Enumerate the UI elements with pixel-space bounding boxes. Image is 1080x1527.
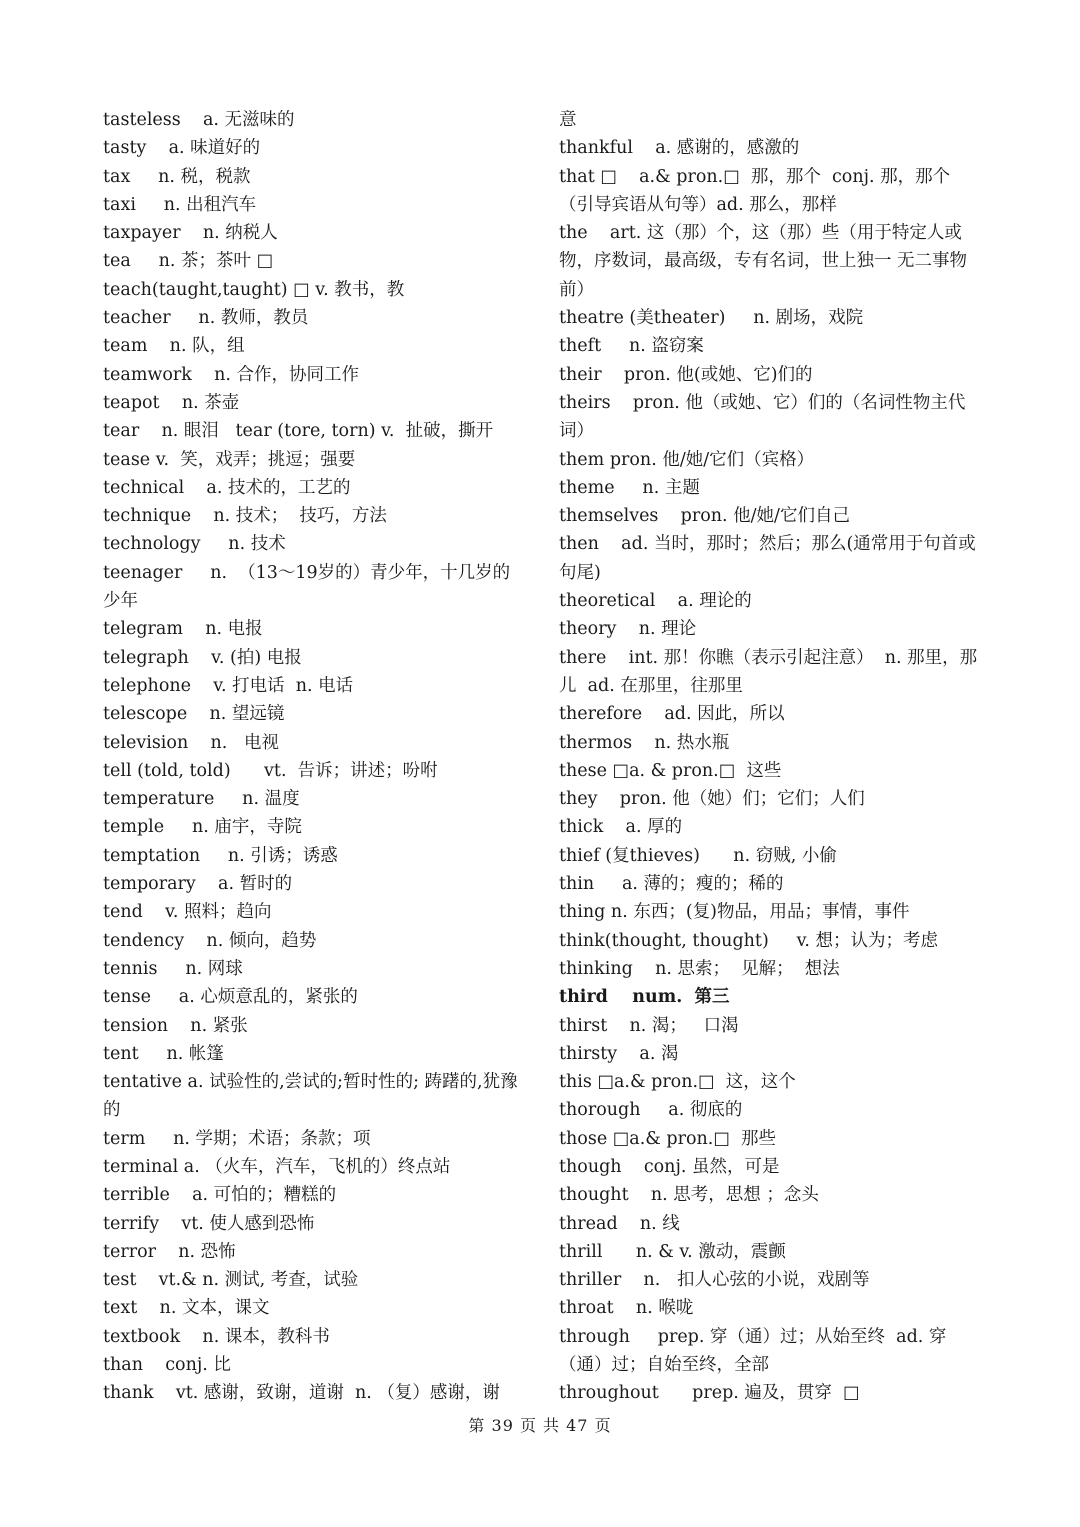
vocab-entry: teenager n. （13～19岁的）青少年，十几岁的少年 [103,562,511,612]
vocab-entry: third num. 第三 [559,987,730,1008]
vocab-entry: terror n. 恐怖 [103,1241,236,1262]
vocab-entry: teapot n. 茶壶 [103,392,240,413]
vocab-entry: they pron. 他（她）们；它们；人们 [559,789,865,810]
vocab-entry: tax n. 税，税款 [103,166,251,187]
vocab-entry: tear n. 眼泪 tear (tore, torn) v. 扯破，撕开 [103,421,494,442]
vocab-entry: therefore ad. 因此，所以 [559,704,785,725]
vocab-entry: textbook n. 课本，教科书 [103,1326,330,1347]
vocab-entry: test vt.& n. 测试, 考查，试验 [103,1270,359,1291]
vocab-entry: terminal a. （火车，汽车，飞机的）终点站 [103,1156,451,1177]
vocab-entry: thriller n. 扣人心弦的小说，戏剧等 [559,1270,870,1291]
vocab-entry: thinking n. 思索； 见解； 想法 [559,958,840,979]
vocab-entry: thought n. 思考，思想 ；念头 [559,1185,819,1206]
left-column [103,106,523,1408]
vocab-entry: thermos n. 热水瓶 [559,732,730,753]
vocab-entry: tend v. 照料；趋向 [103,902,272,923]
vocab-entry: temptation n. 引诱；诱惑 [103,845,338,866]
vocab-entry: temporary a. 暂时的 [103,874,293,895]
page-footer: 第 39 页 共 47 页 [468,1416,612,1435]
vocab-entry: temperature n. 温度 [103,789,300,810]
vocab-entry: thrill n. & v. 激动，震颤 [559,1241,786,1262]
vocab-entry: there int. 那！你瞧（表示引起注意） n. 那里，那儿 ad. 在那里，往那里 [559,647,978,696]
vocab-entry: tell (told, told) vt. 告诉；讲述；吩咐 [103,760,438,781]
vocab-entry: technical a. 技术的，工艺的 [103,477,351,498]
vocab-entry: through prep. 穿（通）过；从始至终 ad. 穿（通）过；自始至终，全部 [559,1326,947,1376]
vocab-entry: temple n. 庙宇，寺院 [103,817,302,838]
vocab-entry: taxpayer n. 纳税人 [103,223,278,244]
vocab-entry: teach(taught,taught) □ v. 教书，教 [103,279,405,300]
vocab-entry: than conj. 比 [103,1355,231,1376]
vocab-entry: terrify vt. 使人感到恐怖 [103,1213,315,1234]
vocab-entry: their pron. 他(或她、它)们的 [559,364,813,385]
vocab-entry: those □a.& pron.□ 那些 [559,1128,777,1149]
right-column [559,106,979,1408]
vocab-entry: thick a. 厚的 [559,817,683,838]
vocab-entry: the art. 这（那）个，这（那）些（用于特定人或物，序数词，最高级，专有名词，世上独一 无二事物前） [559,223,968,300]
vocab-entry: this □a.& pron.□ 这，这个 [559,1072,796,1093]
vocab-entry: telescope n. 望远镜 [103,704,285,725]
vocab-entry: think(thought, thought) v. 想；认为；考虑 [559,930,939,951]
vocab-entry: then ad. 当时，那时；然后；那么(通常用于句首或句尾) [559,534,976,583]
vocab-entry: tendency n. 倾向，趋势 [103,930,317,951]
vocab-entry: taxi n. 出租汽车 [103,194,257,215]
vocab-entry: teamwork n. 合作，协同工作 [103,364,360,385]
vocab-entry: throat n. 喉咙 [559,1298,694,1319]
vocab-entry: though conj. 虽然，可是 [559,1156,780,1177]
vocab-entry: thankful a. 感谢的，感激的 [559,138,800,159]
vocab-entry: thing n. 东西；(复)物品，用品；事情，事件 [559,902,910,923]
vocab-entry: theirs pron. 他（或她、它）们的（名词性物主代词） [559,392,966,442]
vocab-entry: tasteless a. 无滋味的 [103,110,295,130]
vocab-entry: thread n. 线 [559,1213,680,1234]
vocab-entry: theme n. 主题 [559,477,700,498]
vocab-entry: them pron. 他/她/它们（宾格） [559,449,815,470]
vocab-entry: telegram n. 电报 [103,619,263,640]
vocab-entry: tentative a. 试验性的,尝试的;暂时性的; 踌躇的,犹豫的 [103,1072,518,1121]
vocab-entry: thirst n. 渴； 口渴 [559,1015,739,1036]
vocab-entry: technique n. 技术； 技巧，方法 [103,506,387,527]
vocab-entry: these □a. & pron.□ 这些 [559,760,782,781]
vocab-entry: theft n. 盗窃案 [559,336,704,357]
vocab-entry: 意 [559,110,577,130]
vocab-entry: terrible a. 可怕的；糟糕的 [103,1185,337,1206]
vocab-entry: tent n. 帐篷 [103,1043,224,1064]
vocab-entry: theoretical a. 理论的 [559,591,752,612]
vocab-entry: tea n. 茶；茶叶 □ [103,251,274,272]
vocab-entry: tension n. 紧张 [103,1015,248,1036]
vocab-entry: throughout prep. 遍及，贯穿 □ [559,1383,860,1404]
vocab-entry: telephone v. 打电话 n. 电话 [103,675,354,696]
vocab-entry: tasty a. 味道好的 [103,138,261,159]
vocab-entry: term n. 学期；术语；条款；项 [103,1128,371,1149]
vocab-entry: thief (复thieves) n. 窃贼, 小偷 [559,845,837,866]
vocab-entry: team n. 队，组 [103,336,245,357]
vocab-entry: thirsty a. 渴 [559,1043,679,1064]
vocab-entry: tennis n. 网球 [103,958,243,979]
vocab-entry: theatre (美theater) n. 剧场，戏院 [559,308,864,329]
vocab-entry: teacher n. 教师，教员 [103,308,309,329]
vocab-entry: text n. 文本，课文 [103,1298,270,1319]
vocab-entry: tease v. 笑，戏弄；挑逗；强要 [103,449,356,470]
vocab-entry: telegraph v. (拍) 电报 [103,647,302,668]
vocab-entry: theory n. 理论 [559,619,697,640]
vocab-entry: that □ a.& pron.□ 那，那个 conj. 那，那个（引导宾语从句等）ad. 那么，那样 [559,166,951,215]
vocab-entry: thorough a. 彻底的 [559,1100,743,1121]
vocab-entry: tense a. 心烦意乱的，紧张的 [103,987,358,1008]
vocab-entry: thank vt. 感谢，致谢，道谢 n. （复）感谢，谢 [103,1383,500,1404]
vocab-entry: television n. 电视 [103,732,279,753]
vocab-entry: technology n. 技术 [103,534,286,555]
vocab-entry: themselves pron. 他/她/它们自己 [559,506,850,527]
vocab-entry: thin a. 薄的；瘦的；稀的 [559,874,784,895]
